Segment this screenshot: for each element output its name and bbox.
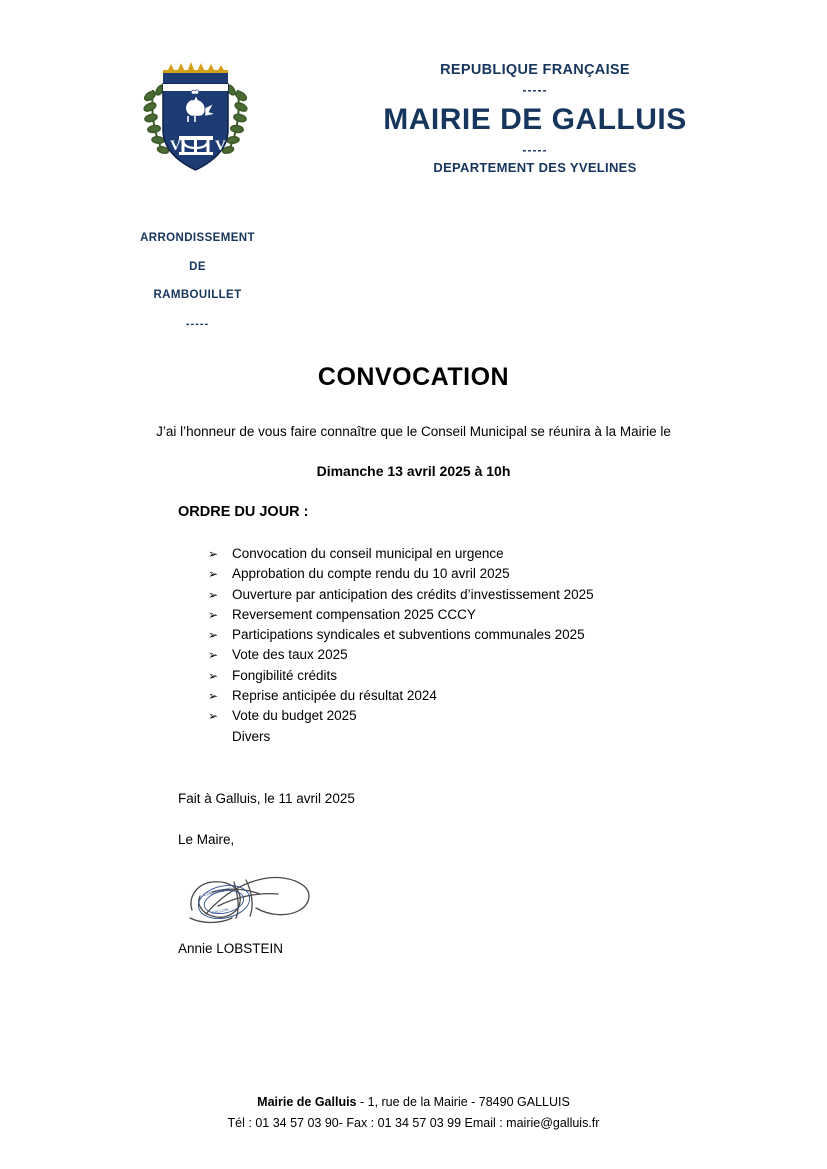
mairie-title: MAIRIE DE GALLUIS xyxy=(383,103,687,136)
list-item xyxy=(208,544,768,564)
arrow-bullet-icon: ➢ xyxy=(208,628,219,643)
list-item xyxy=(208,605,768,625)
list-item-label: Reprise anticipée du résultat 2024 xyxy=(232,688,437,704)
arrow-bullet-icon: ➢ xyxy=(208,689,219,704)
list-item xyxy=(208,645,768,665)
signature-icon xyxy=(182,862,327,940)
svg-text:V: V xyxy=(215,138,226,154)
arrow-bullet-icon: ➢ xyxy=(208,547,219,561)
arrow-bullet-icon: ➢ xyxy=(208,607,219,622)
department-line: DEPARTEMENT DES YVELINES xyxy=(433,160,637,175)
list-item-label: Fongibilité crédits xyxy=(232,667,338,683)
arrondissement-line-3: RAMBOUILLET xyxy=(153,289,242,301)
arrondissement-line-2: DE xyxy=(189,260,206,273)
header-titles xyxy=(300,62,770,175)
signer-name: Annie LOBSTEIN xyxy=(178,941,284,956)
list-item xyxy=(208,585,768,605)
list-item xyxy=(208,706,768,726)
republic-line: REPUBLIQUE FRANÇAISE xyxy=(440,62,630,78)
document-header xyxy=(0,40,827,240)
agenda-heading: ORDRE DU JOUR : xyxy=(178,504,309,520)
footer-address: - 1, rue de la Mairie - 78490 GALLUIS xyxy=(356,1095,570,1109)
list-item xyxy=(208,625,768,645)
page-title: CONVOCATION xyxy=(317,363,510,391)
signer-role: Le Maire, xyxy=(178,832,235,847)
svg-text:COMMUNE DE: COMMUNE DE xyxy=(203,886,232,897)
document-footer xyxy=(0,1092,827,1134)
list-item-label: Ouverture par anticipation des crédits d’investissement 2025 xyxy=(232,586,594,602)
footer-contact-line: Tél : 01 34 57 03 90- Fax : 01 34 57 03 99 Email : mairie@galluis.fr xyxy=(227,1116,600,1130)
svg-text:GALLUIS: GALLUIS xyxy=(211,906,229,915)
intro-paragraph: J’ai l’honneur de vous faire connaître que le Conseil Municipal se réunira à la Mairie le xyxy=(156,424,671,439)
list-item xyxy=(208,564,768,584)
list-item-label: Vote du budget 2025 xyxy=(232,708,357,724)
coat-of-arms-icon xyxy=(133,60,258,185)
header-divider-1: ----- xyxy=(522,83,548,97)
list-item-label: Divers xyxy=(232,728,271,744)
arrow-bullet-icon: ➢ xyxy=(208,567,219,582)
agenda-list xyxy=(208,544,768,747)
list-item xyxy=(208,727,768,747)
arrow-bullet-icon: ➢ xyxy=(208,709,219,724)
list-item-label: Convocation du conseil municipal en urgence xyxy=(232,546,504,561)
arrondissement-divider: ----- xyxy=(185,317,210,330)
arrow-bullet-icon: ➢ xyxy=(208,668,219,683)
arrondissement-block xyxy=(120,224,275,338)
svg-text:V: V xyxy=(170,138,181,154)
header-divider-2: ----- xyxy=(522,143,548,157)
list-item-label: Reversement compensation 2025 CCCY xyxy=(232,606,476,622)
list-item-label: Vote des taux 2025 xyxy=(232,647,348,663)
arrow-bullet-icon: ➢ xyxy=(208,587,219,602)
list-item-label: Approbation du compte rendu du 10 avril 2025 xyxy=(232,566,510,582)
arrondissement-line-1: ARRONDISSEMENT xyxy=(140,232,255,244)
meeting-date: Dimanche 13 avril 2025 à 10h xyxy=(316,463,511,479)
list-item xyxy=(208,686,768,706)
list-item xyxy=(208,666,768,686)
arrow-bullet-icon: ➢ xyxy=(208,648,219,663)
footer-address-line xyxy=(0,1092,827,1113)
place-and-date: Fait à Galluis, le 11 avril 2025 xyxy=(178,791,355,806)
list-item-label: Participations syndicales et subventions communales 2025 xyxy=(232,627,585,643)
footer-mairie-name: Mairie de Galluis xyxy=(257,1095,357,1109)
